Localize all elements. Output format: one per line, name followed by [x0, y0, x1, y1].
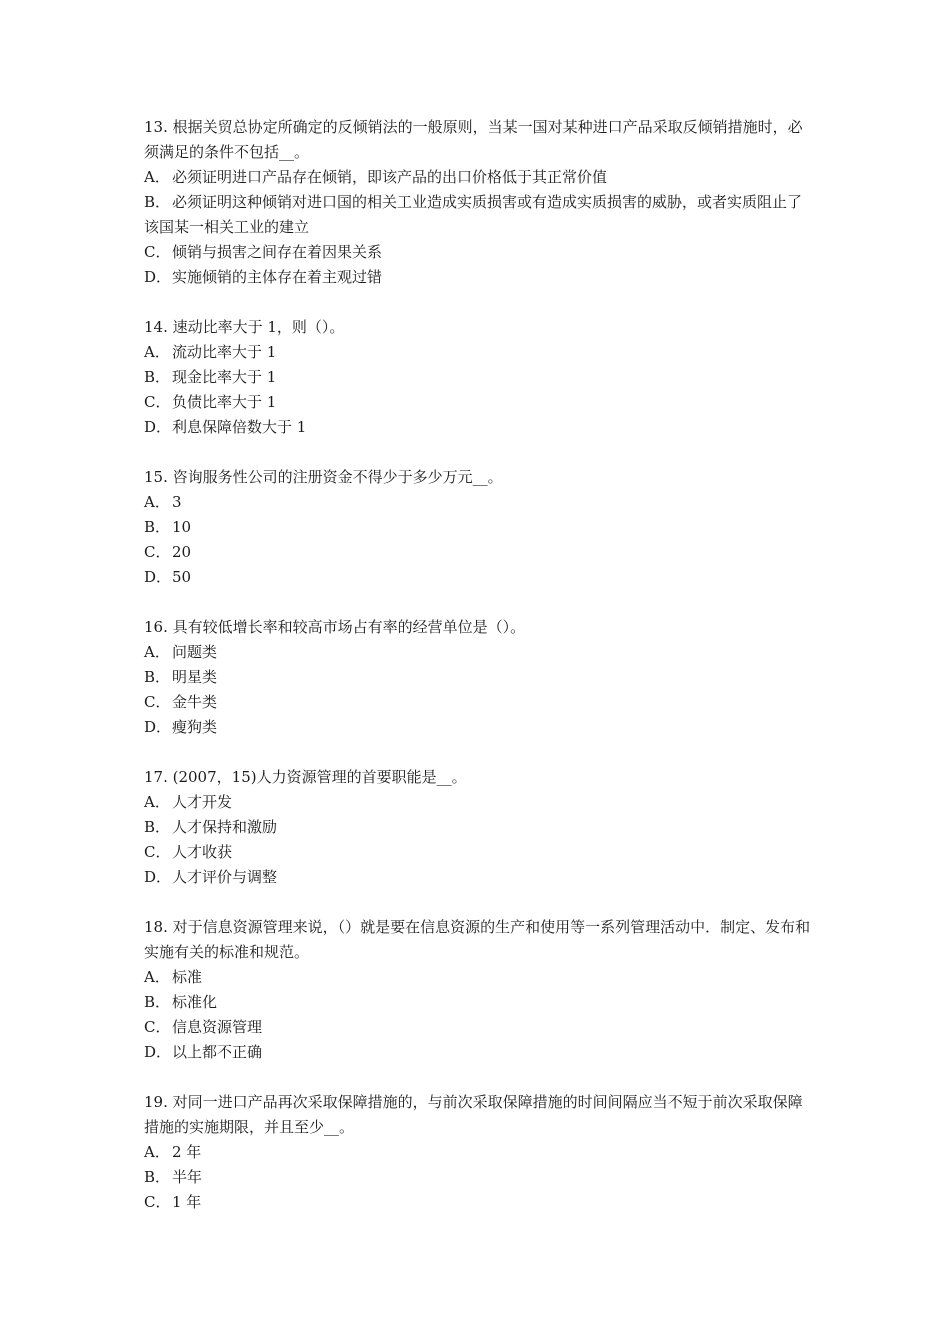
option-text: 倾销与损害之间存在着因果关系: [172, 243, 383, 261]
option-d: [144, 415, 814, 440]
question-18: [144, 915, 814, 1065]
option-text: 人才收获: [172, 843, 233, 861]
option-text: 标准化: [172, 993, 218, 1011]
option-text: 50: [172, 568, 192, 586]
option-letter: B．: [144, 818, 171, 836]
option-letter: A．: [144, 1143, 170, 1161]
option-letter: C．: [144, 693, 171, 711]
option-letter: D．: [144, 868, 172, 886]
option-text: 1 年: [172, 1193, 202, 1211]
option-letter: B．: [144, 668, 171, 686]
option-letter: D．: [144, 418, 172, 436]
option-letter: B．: [144, 368, 171, 386]
option-letter: B．: [144, 1168, 171, 1186]
option-d: [144, 1040, 814, 1065]
option-text: 信息资源管理: [172, 1018, 263, 1036]
option-text: 金牛类: [172, 693, 218, 711]
option-c: [144, 540, 814, 565]
question-stem: 18. 对于信息资源管理来说，（）就是要在信息资源的生产和使用等一系列管理活动中．制定、发布和实施有关的标准和规范。: [144, 918, 811, 961]
option-text: 现金比率大于 1: [172, 368, 277, 386]
option-text: 必须证明进口产品存在倾销，即该产品的出口价格低于其正常价值: [172, 168, 608, 186]
question-stem: 13. 根据关贸总协定所确定的反倾销法的一般原则，当某一国对某种进口产品采取反倾销措施时，必须满足的条件不包括__。: [144, 118, 803, 161]
option-c: [144, 1015, 814, 1040]
option-letter: C．: [144, 843, 171, 861]
question-stem: 16. 具有较低增长率和较高市场占有率的经营单位是（）。: [144, 618, 526, 636]
option-c: [144, 1190, 814, 1215]
option-letter: A．: [144, 168, 170, 186]
option-letter: C．: [144, 243, 171, 261]
option-b: [144, 515, 814, 540]
option-letter: D．: [144, 1043, 172, 1061]
option-a: [144, 640, 814, 665]
question-17: [144, 765, 814, 890]
option-text: 2 年: [172, 1143, 202, 1161]
option-text: 人才保持和激励: [172, 818, 278, 836]
option-d: [144, 715, 814, 740]
question-15: [144, 465, 814, 590]
option-letter: A．: [144, 968, 170, 986]
option-b: [144, 990, 814, 1015]
option-text: 半年: [172, 1168, 203, 1186]
option-letter: A．: [144, 643, 170, 661]
option-letter: C．: [144, 1018, 171, 1036]
option-letter: A．: [144, 493, 170, 511]
option-text: 利息保障倍数大于 1: [172, 418, 307, 436]
option-a: [144, 965, 814, 990]
option-a: [144, 1140, 814, 1165]
option-text: 人才评价与调整: [172, 868, 278, 886]
option-c: [144, 390, 814, 415]
option-b: [144, 1165, 814, 1190]
option-letter: C．: [144, 543, 171, 561]
option-a: [144, 165, 814, 190]
question-list: [144, 115, 814, 1240]
option-b: [144, 815, 814, 840]
question-stem: 15. 咨询服务性公司的注册资金不得少于多少万元__。: [144, 468, 503, 486]
option-d: [144, 565, 814, 590]
option-text: 问题类: [172, 643, 218, 661]
option-b: [144, 365, 814, 390]
question-stem: 17. (2007，15)人力资源管理的首要职能是__。: [144, 768, 467, 786]
option-text: 人才开发: [172, 793, 233, 811]
option-b: [144, 665, 814, 690]
option-letter: B．: [144, 193, 171, 211]
option-text: 20: [172, 543, 192, 561]
option-letter: B．: [144, 518, 171, 536]
option-a: [144, 790, 814, 815]
option-letter: D．: [144, 568, 172, 586]
question-19: [144, 1090, 814, 1215]
option-text: 明星类: [172, 668, 218, 686]
question-14: [144, 315, 814, 440]
option-text: 负债比率大于 1: [172, 393, 277, 411]
option-a: [144, 490, 814, 515]
option-text: 以上都不正确: [172, 1043, 263, 1061]
option-d: [144, 265, 814, 290]
option-letter: C．: [144, 1193, 171, 1211]
question-stem: 14. 速动比率大于 1，则（）。: [144, 318, 345, 336]
option-letter: A．: [144, 793, 170, 811]
option-c: [144, 690, 814, 715]
option-b: [144, 190, 814, 240]
option-text: 标准: [172, 968, 203, 986]
option-text: 3: [172, 493, 182, 511]
option-letter: A．: [144, 343, 170, 361]
option-letter: B．: [144, 993, 171, 1011]
option-text: 实施倾销的主体存在着主观过错: [172, 268, 383, 286]
option-text: 必须证明这种倾销对进口国的相关工业造成实质损害或有造成实质损害的威胁，或者实质阻止了该国某一相关工业的建立: [144, 193, 803, 236]
question-16: [144, 615, 814, 740]
question-stem: 19. 对同一进口产品再次采取保障措施的，与前次采取保障措施的时间间隔应当不短于前次采取保障措施的实施期限，并且至少__。: [144, 1093, 803, 1136]
option-text: 10: [172, 518, 192, 536]
option-letter: C．: [144, 393, 171, 411]
option-letter: D．: [144, 718, 172, 736]
option-c: [144, 840, 814, 865]
question-13: [144, 115, 814, 290]
option-letter: D．: [144, 268, 172, 286]
option-text: 瘦狗类: [172, 718, 218, 736]
option-text: 流动比率大于 1: [172, 343, 277, 361]
option-a: [144, 340, 814, 365]
option-d: [144, 865, 814, 890]
option-c: [144, 240, 814, 265]
